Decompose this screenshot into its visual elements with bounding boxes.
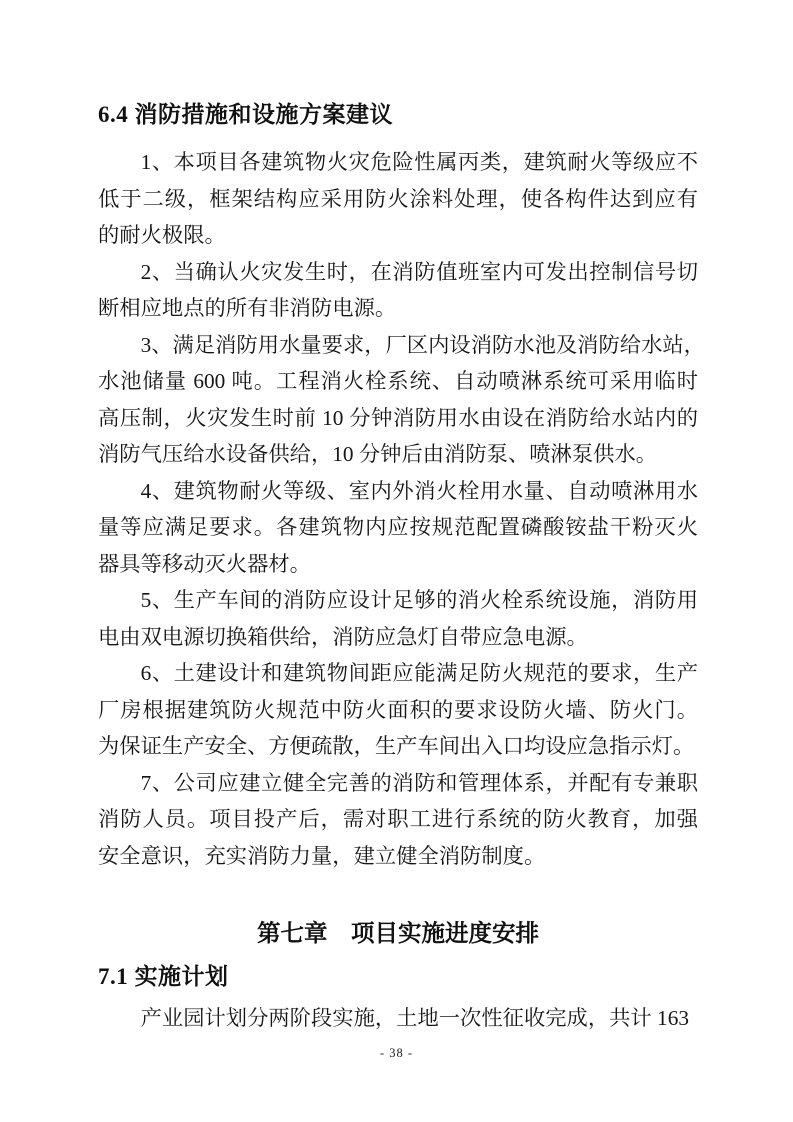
text-line: 为保证生产安全、方便疏散，生产车间出入口均设应急指示灯。 (98, 734, 695, 758)
page-number: - 38 - (379, 1046, 414, 1060)
paragraph-2 (98, 254, 698, 327)
text-line: 水池储量 600 吨。工程消火栓系统、自动喷淋系统可采用临时 (98, 369, 698, 393)
text-line: 器具等移动灭火器材。 (98, 551, 311, 576)
text-line: 7、公司应建立健全完善的消防和管理体系，并配有专兼职 (140, 770, 698, 795)
text-line: 消防气压给水设备供给，10 分钟后由消防泵、喷淋泵供水。 (98, 442, 658, 466)
paragraph-7-1-intro (98, 1000, 698, 1037)
text-line: 2、当确认火灾发生时，在消防值班室内可发出控制信号切 (140, 259, 698, 284)
page-content (98, 100, 705, 1037)
text-line: 断相应地点的所有非消防电源。 (98, 296, 397, 320)
text-line: 5、生产车间的消防应设计足够的消火栓系统设施，消防用 (140, 588, 698, 612)
text-line: 消防人员。项目投产后，需对职工进行系统的防火教育，加强 (98, 807, 698, 831)
chapter-heading-7: 第七章 项目实施进度安排 (257, 920, 539, 946)
text-line: 安全意识，充实消防力量，建立健全消防制度。 (98, 843, 546, 868)
text-line: 厂房根据建筑防火规范中防火面积的要求设防火墙、防火门。 (98, 697, 698, 722)
text-line: 量等应满足要求。各建筑物内应按规范配置磷酸铵盐干粉灭火 (98, 515, 698, 539)
paragraph-3 (98, 327, 705, 473)
text-line: 电由双电源切换箱供给，消防应急灯自带应急电源。 (98, 624, 588, 649)
section-heading-7-1: 7.1 实施计划 (98, 964, 229, 989)
paragraph-1 (98, 144, 698, 254)
section-heading-6-4: 6.4 消防措施和设施方案建议 (98, 102, 393, 127)
text-line: 3、满足消防用水量要求，厂区内设消防水池及消防给水站， (140, 332, 705, 357)
paragraph-6 (98, 655, 698, 765)
text-line: 的耐火极限。 (98, 223, 226, 247)
text-line: 4、建筑物耐火等级、室内外消火栓用水量、自动喷淋用水 (140, 478, 698, 503)
text-line: 高压制，火灾发生时前 10 分钟消防用水由设在消防给水站内的 (98, 405, 698, 430)
paragraph-5 (98, 582, 698, 655)
text-line: 低于二级，框架结构应采用防火涂料处理，使各构件达到应有 (98, 186, 698, 211)
text-line: 产业园计划分两阶段实施，土地一次性征收完成，共计 163 (140, 1006, 689, 1030)
paragraph-7 (98, 765, 698, 875)
text-line: 1、本项目各建筑物火灾危险性属丙类，建筑耐火等级应不 (140, 150, 698, 174)
text-line: 6、土建设计和建筑物间距应能满足防火规范的要求，生产 (140, 661, 698, 685)
paragraph-4 (98, 473, 698, 583)
